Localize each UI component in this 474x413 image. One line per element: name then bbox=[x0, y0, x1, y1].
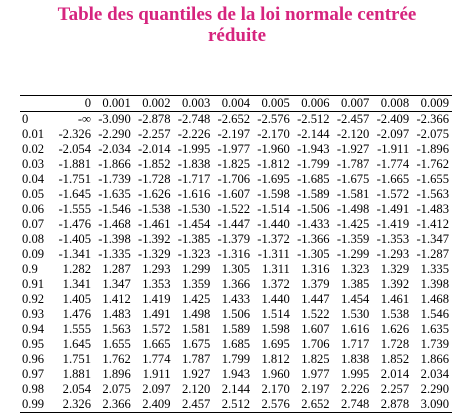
table-cell: 1.468 bbox=[420, 292, 449, 306]
table-cell: 1.335 bbox=[420, 262, 449, 276]
table-cell: 2.878 bbox=[380, 397, 410, 411]
table-cell: -1.655 bbox=[416, 172, 449, 186]
row-label: 0.94 bbox=[22, 322, 45, 336]
table-cell: 2.097 bbox=[142, 382, 171, 396]
table-cell: -1.447 bbox=[217, 217, 251, 231]
table-cell: 1.405 bbox=[62, 292, 91, 306]
table-cell: -1.347 bbox=[416, 232, 449, 246]
table-cell: 1.538 bbox=[380, 307, 410, 321]
table-row bbox=[20, 397, 452, 413]
table-cell: -1.335 bbox=[98, 247, 131, 261]
table-cell: -1.685 bbox=[297, 172, 330, 186]
table-cell: -2.170 bbox=[257, 127, 290, 141]
table-cell: 1.476 bbox=[62, 307, 91, 321]
table-cell: 1.799 bbox=[221, 352, 251, 366]
table-cell: 2.652 bbox=[301, 397, 330, 411]
table-cell: 1.896 bbox=[102, 367, 131, 381]
table-row bbox=[20, 202, 452, 217]
table-cell: 1.825 bbox=[301, 352, 330, 366]
table-row bbox=[20, 232, 452, 247]
table-cell: 1.412 bbox=[102, 292, 131, 306]
row-label: 0.91 bbox=[22, 277, 45, 291]
table-cell: 1.812 bbox=[261, 352, 290, 366]
table-cell: 1.366 bbox=[221, 277, 251, 291]
table-cell: 1.353 bbox=[142, 277, 171, 291]
row-label: 0.06 bbox=[22, 202, 45, 216]
table-cell: -1.598 bbox=[257, 187, 290, 201]
table-cell: -1.626 bbox=[138, 187, 171, 201]
table-cell: -1.728 bbox=[138, 172, 171, 186]
table-cell: 2.075 bbox=[102, 382, 131, 396]
table-cell: 1.555 bbox=[62, 322, 91, 336]
table-cell: 1.685 bbox=[221, 337, 251, 351]
column-header: 0.002 bbox=[142, 96, 171, 110]
title-line-2: réduite bbox=[207, 25, 267, 46]
column-header: 0.009 bbox=[420, 96, 449, 110]
table-cell: -1.572 bbox=[376, 187, 410, 201]
table-cell: -1.483 bbox=[416, 202, 449, 216]
row-label: 0.9 bbox=[22, 262, 38, 276]
table-cell: 2.054 bbox=[62, 382, 91, 396]
table-cell: -2.054 bbox=[58, 142, 91, 156]
table-cell: -2.226 bbox=[177, 127, 211, 141]
table-cell: -1.751 bbox=[58, 172, 91, 186]
table-cell: 1.927 bbox=[181, 367, 211, 381]
table-cell: -2.075 bbox=[416, 127, 449, 141]
table-cell: -1.498 bbox=[336, 202, 370, 216]
table-row bbox=[20, 307, 452, 322]
table-cell: -1.706 bbox=[217, 172, 251, 186]
table-cell: -1.311 bbox=[257, 247, 290, 261]
table-cell: -2.034 bbox=[98, 142, 131, 156]
table-cell: 1.385 bbox=[341, 277, 370, 291]
table-cell: -1.866 bbox=[98, 157, 131, 171]
table-cell: 1.398 bbox=[420, 277, 449, 291]
table-cell: -1.607 bbox=[217, 187, 251, 201]
table-cell: 1.695 bbox=[261, 337, 290, 351]
table-cell: 1.717 bbox=[341, 337, 370, 351]
table-cell: -1.762 bbox=[416, 157, 449, 171]
table-cell: -2.878 bbox=[138, 112, 171, 126]
table-cell: -2.366 bbox=[416, 112, 449, 126]
table-cell: -2.097 bbox=[376, 127, 410, 141]
table-cell: 1.665 bbox=[142, 337, 171, 351]
table-cell: 1.506 bbox=[221, 307, 251, 321]
table-cell: 1.483 bbox=[102, 307, 131, 321]
table-cell: 2.748 bbox=[341, 397, 370, 411]
table-cell: 1.635 bbox=[420, 322, 449, 336]
table-cell: -1.563 bbox=[416, 187, 449, 201]
table-cell: 1.762 bbox=[102, 352, 131, 366]
table-row bbox=[20, 187, 452, 202]
table-cell: 2.120 bbox=[181, 382, 211, 396]
table-cell: -2.457 bbox=[336, 112, 370, 126]
table-cell: -1.717 bbox=[177, 172, 211, 186]
table-cell: -1.461 bbox=[138, 217, 171, 231]
table-cell: -1.911 bbox=[377, 142, 410, 156]
table-cell: -1.454 bbox=[177, 217, 211, 231]
table-cell: -1.353 bbox=[376, 232, 410, 246]
table-cell: -1.398 bbox=[98, 232, 131, 246]
table-row bbox=[20, 247, 452, 262]
table-row bbox=[20, 262, 452, 277]
table-cell: 2.226 bbox=[341, 382, 370, 396]
table-cell: 1.838 bbox=[341, 352, 370, 366]
table-cell: 1.316 bbox=[301, 262, 330, 276]
table-cell: 2.034 bbox=[420, 367, 449, 381]
table-row bbox=[20, 337, 452, 352]
table-cell: 1.419 bbox=[142, 292, 171, 306]
table-cell: -1.812 bbox=[257, 157, 290, 171]
table-cell: -2.257 bbox=[138, 127, 171, 141]
table-cell: -1.522 bbox=[217, 202, 251, 216]
table-cell: -1.616 bbox=[177, 187, 211, 201]
table-cell: -1.799 bbox=[297, 157, 330, 171]
table-cell: -1.977 bbox=[217, 142, 251, 156]
table-cell: -1.359 bbox=[336, 232, 370, 246]
table-cell: 2.409 bbox=[142, 397, 171, 411]
table-cell: -1.341 bbox=[58, 247, 91, 261]
table-cell: 1.323 bbox=[341, 262, 370, 276]
table-cell: 1.287 bbox=[102, 262, 131, 276]
table-cell: 2.366 bbox=[102, 397, 131, 411]
table-cell: -2.652 bbox=[217, 112, 251, 126]
table-row bbox=[20, 157, 452, 172]
table-cell: -2.120 bbox=[336, 127, 370, 141]
row-label: 0.97 bbox=[22, 367, 45, 381]
table-cell: 1.546 bbox=[420, 307, 449, 321]
row-label: 0.07 bbox=[22, 217, 45, 231]
table-cell: 1.392 bbox=[380, 277, 410, 291]
table-cell: -1.943 bbox=[297, 142, 330, 156]
table-cell: -2.748 bbox=[177, 112, 211, 126]
table-cell: 2.326 bbox=[62, 397, 91, 411]
column-header: 0.005 bbox=[261, 96, 290, 110]
column-header: 0.006 bbox=[301, 96, 330, 110]
table-cell: 1.598 bbox=[261, 322, 290, 336]
table-cell: 1.440 bbox=[261, 292, 290, 306]
table-cell: 1.977 bbox=[301, 367, 330, 381]
table-cell: -1.960 bbox=[257, 142, 290, 156]
table-cell: -1.287 bbox=[416, 247, 449, 261]
table-cell: -1.635 bbox=[98, 187, 131, 201]
table-cell: -1.896 bbox=[416, 142, 449, 156]
table-cell: 1.852 bbox=[380, 352, 410, 366]
table-cell: 1.589 bbox=[221, 322, 251, 336]
table-row bbox=[20, 322, 452, 337]
row-label: 0.03 bbox=[22, 157, 45, 171]
table-cell: 1.299 bbox=[181, 262, 211, 276]
column-header: 0 bbox=[84, 96, 91, 110]
table-cell: -1.774 bbox=[376, 157, 410, 171]
table-cell: -1.538 bbox=[138, 202, 171, 216]
table-cell: 1.911 bbox=[142, 367, 171, 381]
table-row bbox=[20, 142, 452, 157]
row-label: 0.95 bbox=[22, 337, 45, 351]
header-row bbox=[20, 96, 452, 112]
table-cell: 1.943 bbox=[221, 367, 251, 381]
table-cell: 1.329 bbox=[380, 262, 410, 276]
table-cell: -1.425 bbox=[336, 217, 370, 231]
table-cell: 1.282 bbox=[62, 262, 91, 276]
title-line-1: Table des quantiles de la loi normale centrée bbox=[57, 4, 417, 25]
table-cell: 2.512 bbox=[221, 397, 251, 411]
table-cell: -1.995 bbox=[177, 142, 211, 156]
table-cell: -1.675 bbox=[336, 172, 370, 186]
table-cell: 1.454 bbox=[341, 292, 370, 306]
table-cell: 1.379 bbox=[301, 277, 330, 291]
table-body bbox=[20, 112, 452, 413]
table-cell: -∞ bbox=[77, 112, 91, 126]
table-cell: -2.197 bbox=[217, 127, 251, 141]
table-cell: 1.995 bbox=[341, 367, 370, 381]
table-cell: -1.329 bbox=[138, 247, 171, 261]
table-cell: -3.090 bbox=[98, 112, 131, 126]
table-cell: -1.366 bbox=[297, 232, 330, 246]
table-cell: -1.372 bbox=[257, 232, 290, 246]
table-cell: -2.409 bbox=[376, 112, 410, 126]
table-cell: 1.645 bbox=[62, 337, 91, 351]
row-label: 0.92 bbox=[22, 292, 45, 306]
table-cell: 1.341 bbox=[62, 277, 91, 291]
row-label: 0.09 bbox=[22, 247, 45, 261]
row-label: 0.04 bbox=[22, 172, 45, 186]
table-cell: -1.299 bbox=[336, 247, 370, 261]
table-cell: 1.372 bbox=[261, 277, 290, 291]
table-cell: 2.144 bbox=[221, 382, 251, 396]
table-cell: 1.728 bbox=[380, 337, 410, 351]
table-cell: 2.576 bbox=[261, 397, 290, 411]
table-cell: 1.305 bbox=[221, 262, 251, 276]
table-cell: 1.751 bbox=[62, 352, 91, 366]
table-cell: 1.514 bbox=[261, 307, 290, 321]
quantile-table bbox=[20, 95, 452, 413]
table-row bbox=[20, 367, 452, 382]
table-cell: 1.787 bbox=[181, 352, 211, 366]
column-header: 0.004 bbox=[221, 96, 251, 110]
table-cell: -1.476 bbox=[58, 217, 91, 231]
table-cell: -2.326 bbox=[58, 127, 91, 141]
table-cell: -1.852 bbox=[138, 157, 171, 171]
table-cell: -1.419 bbox=[376, 217, 410, 231]
table-cell: -1.787 bbox=[336, 157, 370, 171]
table-cell: -1.546 bbox=[98, 202, 131, 216]
table-cell: 1.461 bbox=[380, 292, 410, 306]
table-cell: -1.530 bbox=[177, 202, 211, 216]
table-cell: -1.433 bbox=[297, 217, 330, 231]
table-cell: 1.311 bbox=[261, 262, 290, 276]
table-cell: 1.359 bbox=[181, 277, 211, 291]
table-cell: 1.347 bbox=[102, 277, 131, 291]
table-cell: 1.607 bbox=[301, 322, 330, 336]
table-cell: 1.881 bbox=[62, 367, 91, 381]
quantile-table-container bbox=[20, 95, 452, 413]
column-header: 0.001 bbox=[102, 96, 131, 110]
table-cell: -1.695 bbox=[257, 172, 290, 186]
row-label: 0.99 bbox=[22, 397, 45, 411]
table-row bbox=[20, 172, 452, 187]
table-cell: 1.706 bbox=[301, 337, 330, 351]
row-label: 0.98 bbox=[22, 382, 45, 396]
table-cell: -1.665 bbox=[376, 172, 410, 186]
table-cell: -1.392 bbox=[138, 232, 171, 246]
table-cell: -2.512 bbox=[297, 112, 330, 126]
table-row bbox=[20, 382, 452, 397]
table-cell: -1.739 bbox=[98, 172, 131, 186]
table-cell: 1.522 bbox=[301, 307, 330, 321]
table-cell: -2.014 bbox=[138, 142, 171, 156]
table-cell: -2.144 bbox=[297, 127, 330, 141]
row-label: 0.96 bbox=[22, 352, 45, 366]
page-title bbox=[0, 4, 474, 46]
table-row bbox=[20, 292, 452, 307]
table-cell: 1.433 bbox=[221, 292, 251, 306]
column-header: 0.008 bbox=[380, 96, 410, 110]
table-cell: -2.290 bbox=[98, 127, 131, 141]
table-cell: 1.616 bbox=[341, 322, 370, 336]
table-cell: -1.468 bbox=[98, 217, 131, 231]
table-cell: -1.385 bbox=[177, 232, 211, 246]
table-cell: -1.379 bbox=[217, 232, 251, 246]
table-cell: 3.090 bbox=[420, 397, 449, 411]
table-cell: 2.170 bbox=[261, 382, 290, 396]
row-label: 0.05 bbox=[22, 187, 45, 201]
table-cell: -1.412 bbox=[416, 217, 449, 231]
row-label: 0.01 bbox=[22, 127, 45, 141]
table-cell: 1.498 bbox=[181, 307, 211, 321]
table-cell: -1.506 bbox=[297, 202, 330, 216]
table-cell: 2.197 bbox=[301, 382, 330, 396]
table-cell: 1.563 bbox=[102, 322, 131, 336]
table-row bbox=[20, 112, 452, 128]
table-cell: -1.881 bbox=[58, 157, 91, 171]
table-cell: 1.530 bbox=[341, 307, 370, 321]
table-cell: -1.405 bbox=[58, 232, 91, 246]
table-cell: -1.927 bbox=[336, 142, 370, 156]
table-cell: 1.581 bbox=[181, 322, 211, 336]
table-cell: 2.457 bbox=[181, 397, 211, 411]
table-cell: 1.675 bbox=[181, 337, 211, 351]
table-row bbox=[20, 127, 452, 142]
table-cell: -1.316 bbox=[217, 247, 251, 261]
table-cell: 2.257 bbox=[380, 382, 410, 396]
table-cell: -1.838 bbox=[177, 157, 211, 171]
table-row bbox=[20, 217, 452, 232]
table-cell: -1.293 bbox=[376, 247, 410, 261]
table-cell: -1.825 bbox=[217, 157, 251, 171]
table-cell: 1.739 bbox=[420, 337, 449, 351]
table-cell: 1.491 bbox=[142, 307, 171, 321]
table-cell: 1.447 bbox=[301, 292, 330, 306]
table-row bbox=[20, 352, 452, 367]
table-cell: -1.645 bbox=[58, 187, 91, 201]
table-cell: -1.589 bbox=[297, 187, 330, 201]
row-label: 0.93 bbox=[22, 307, 45, 321]
table-row bbox=[20, 277, 452, 292]
table-cell: 1.774 bbox=[142, 352, 171, 366]
table-cell: -1.323 bbox=[177, 247, 211, 261]
column-header: 0.003 bbox=[181, 96, 211, 110]
table-cell: 1.626 bbox=[380, 322, 410, 336]
row-label: 0.08 bbox=[22, 232, 45, 246]
row-label: 0 bbox=[22, 112, 29, 126]
table-cell: 1.572 bbox=[142, 322, 171, 336]
table-cell: -1.440 bbox=[257, 217, 290, 231]
table-header bbox=[20, 96, 452, 112]
row-label: 0.02 bbox=[22, 142, 45, 156]
table-cell: 2.014 bbox=[380, 367, 410, 381]
table-cell: 2.290 bbox=[420, 382, 449, 396]
table-cell: -1.555 bbox=[58, 202, 91, 216]
table-cell: 1.293 bbox=[142, 262, 171, 276]
table-cell: -1.514 bbox=[257, 202, 290, 216]
table-cell: -2.576 bbox=[257, 112, 290, 126]
table-cell: 1.960 bbox=[261, 367, 290, 381]
table-cell: 1.425 bbox=[181, 292, 211, 306]
table-cell: -1.581 bbox=[336, 187, 370, 201]
column-header: 0.007 bbox=[341, 96, 370, 110]
table-cell: -1.491 bbox=[376, 202, 410, 216]
table-cell: -1.305 bbox=[297, 247, 330, 261]
table-cell: 1.655 bbox=[102, 337, 131, 351]
table-cell: 1.866 bbox=[420, 352, 449, 366]
corner-cell bbox=[20, 96, 53, 112]
